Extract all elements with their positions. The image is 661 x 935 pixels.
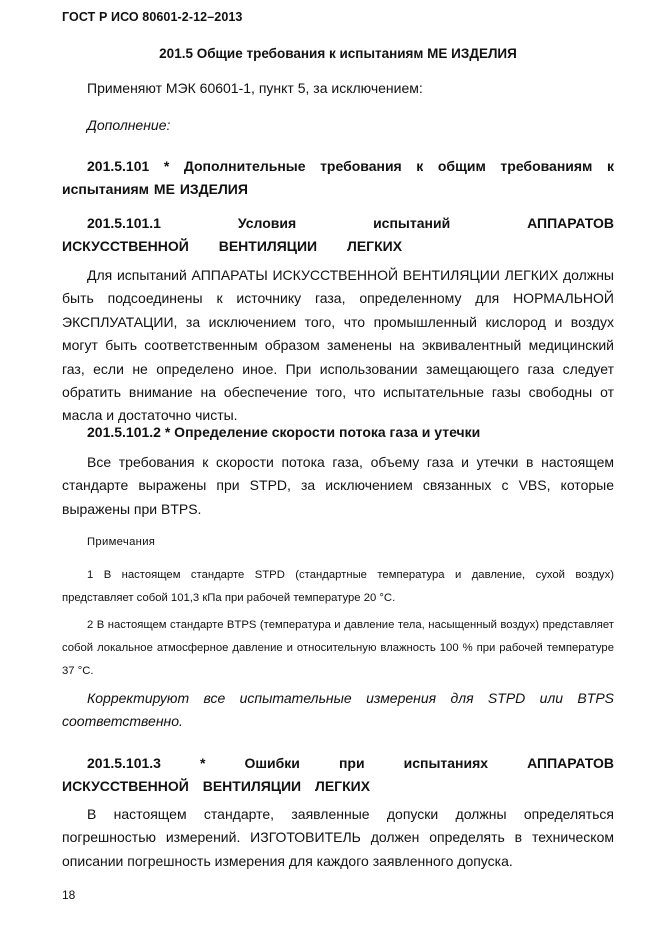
document-code-header: ГОСТ Р ИСО 80601-2-12–2013 — [62, 10, 243, 24]
addition-label: Дополнение: — [87, 117, 171, 133]
note-1: 1 В настоящем стандарте STPD (стандартные температура и давление, сухой воздух) представляет собой 101,3 кПа при рабочей температуре 20 °С. — [62, 569, 614, 604]
page-number: 18 — [62, 888, 76, 902]
clause-101-3-heading: 201.5.101.3 * Ошибки при испытаниях АППАРАТОВ ИСКУССТВЕННОЙ ВЕНТИЛЯЦИИ ЛЕГКИХ — [62, 755, 614, 795]
note-2: 2 В настоящем стандарте BTPS (температура и давление тела, насыщенный воздух) представляет собой локальное атмосферное давление и относительную влажность 100 % при рабочей температуре 37 °С. — [62, 619, 614, 677]
section-intro: Применяют МЭК 60601-1, пункт 5, за исключением: — [87, 80, 423, 96]
correction-text: Корректируют все испытательные измерения для STPD или BTPS соответственно. — [62, 690, 614, 730]
clause-101-2-heading: 201.5.101.2 * Определение скорости потока газа и утечки — [87, 424, 481, 440]
clause-101-heading: 201.5.101 * Дополнительные требования к общим требованиям к испытаниям МЕ ИЗДЕЛИЯ — [62, 158, 614, 198]
clause-101-1-text: Для испытаний АППАРАТЫ ИСКУССТВЕННОЙ ВЕНТИЛЯЦИИ ЛЕГКИХ должны быть подсоединены к источнику газа, определенному для НОРМАЛЬНОЙ ЭКСПЛУАТАЦИИ, за исключением того, что промышленный кислород и воздух могут быть соответственным образом заменены на эквивалентный медицинский газ, если не определено иное. При использовании замещающего газа следует обратить внимание на обеспечение того, что испытательные газы свободны от масла и достаточно чисты. — [62, 267, 614, 424]
clause-101-1-heading: 201.5.101.1 Условия испытаний АППАРАТОВ ИСКУССТВЕННОЙ ВЕНТИЛЯЦИИ ЛЕГКИХ — [62, 215, 614, 255]
clause-101-2-text: Все требования к скорости потока газа, объему газа и утечки в настоящем стандарте выражены при STPD, за исключением связанных с VBS, которые выражены при BTPS. — [62, 454, 614, 517]
notes-title: Примечания — [87, 536, 156, 548]
section-title: 201.5 Общие требования к испытаниям МЕ ИЗДЕЛИЯ — [159, 46, 517, 61]
clause-101-3-text: В настоящем стандарте, заявленные допуски должны определяться погрешностью измерений. ИЗГОТОВИТЕЛЬ должен определять в техническом описании погрешность измерения для каждого заявленного допуска. — [62, 806, 614, 869]
